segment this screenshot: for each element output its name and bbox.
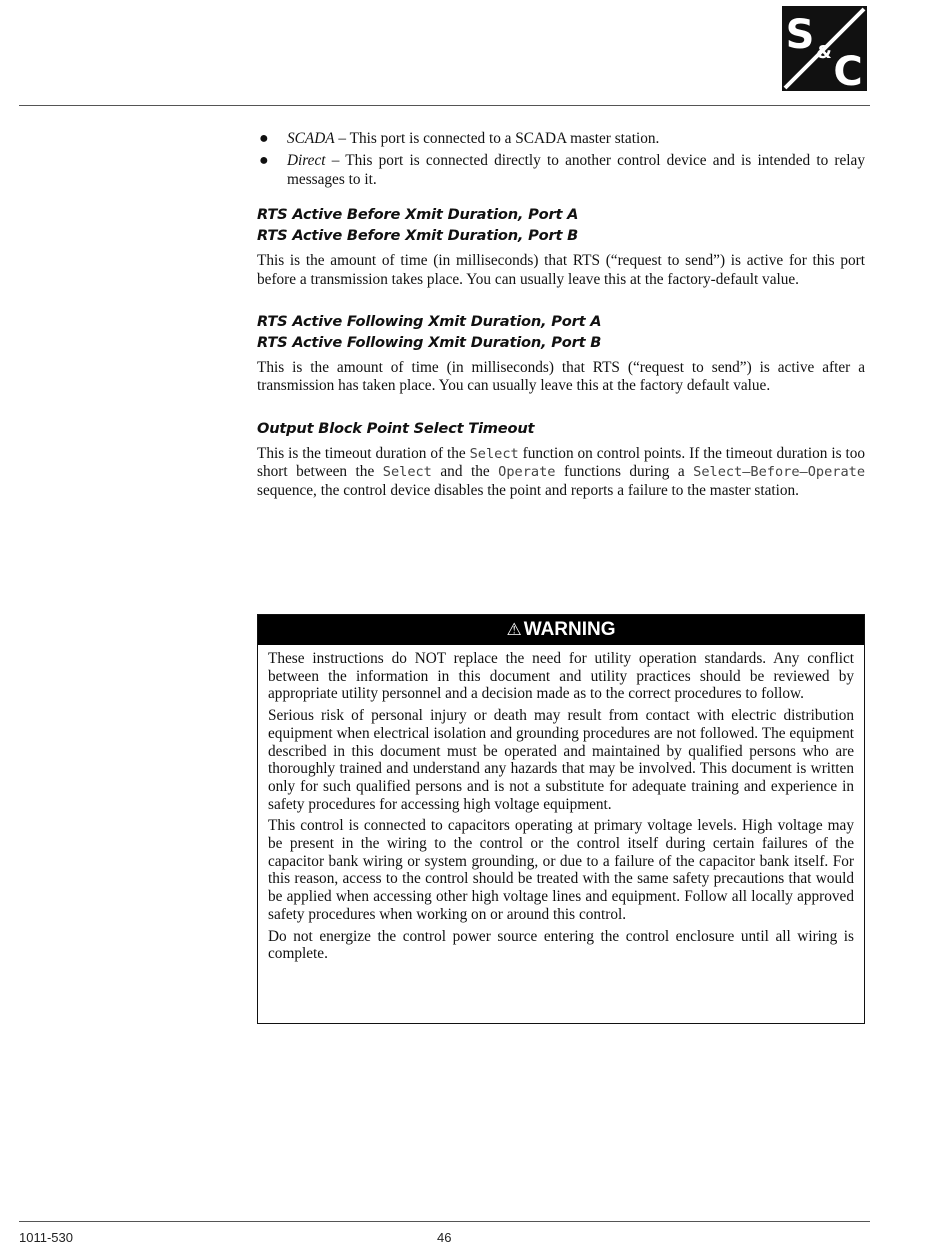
section-body: This is the amount of time (in milliseconds) that RTS (“request to send”) is active for this port before a transmission takes place. You can usually leave this at the factory-default value. xyxy=(257,252,865,288)
body-text: and the xyxy=(431,463,499,481)
list-item xyxy=(257,130,865,148)
warning-box xyxy=(257,614,865,1024)
code-term: Select–Before–Operate xyxy=(693,464,866,481)
code-term: Select xyxy=(382,464,432,481)
header-rule xyxy=(19,105,870,106)
section-heading: RTS Active Before Xmit Duration, Port A xyxy=(257,206,579,224)
warning-body xyxy=(258,645,864,963)
bullet-text: – This port is connected to a SCADA master station. xyxy=(334,130,660,147)
body-text: functions during a xyxy=(555,463,694,481)
warning-paragraph: Do not energize the control power source entering the control enclosure until all wiring is complete. xyxy=(268,927,854,963)
body-text: sequence, the control device disables the point and reports a failure to the master station. xyxy=(257,481,800,499)
bullet-text: – This port is connected directly to another control device and is intended to relay messages to it. xyxy=(287,152,865,188)
page-number: 46 xyxy=(437,1230,452,1245)
warning-header xyxy=(258,615,864,645)
section-body: This is the amount of time (in milliseconds) that RTS (“request to send”) is active after a transmission has taken place. You can usually leave this at the factory default value. xyxy=(257,359,865,395)
list-item xyxy=(257,152,865,189)
footer-rule xyxy=(19,1221,870,1222)
svg-text:&: & xyxy=(816,42,832,63)
warning-triangle-icon: ⚠ xyxy=(506,620,522,640)
port-type-list xyxy=(257,130,865,189)
main-content xyxy=(257,130,865,500)
bullet-icon: ● xyxy=(259,152,269,170)
warning-paragraph: This control is connected to capacitors operating at primary voltage levels. High voltage may be present in the wiring to the control or the control itself during certain failures of the capacitor bank wiring or system grounding, or due to a failure of the capacitor bank itself. For this reason, access to the control should be treated with the same safety precautions that would be applied when accessing other high voltage lines and equipment. Follow all locally approved safety procedures when working on or around this control. xyxy=(268,817,854,923)
code-term: Operate xyxy=(498,464,556,481)
svg-text:C: C xyxy=(833,49,863,91)
section-heading: Output Block Point Select Timeout xyxy=(257,419,535,437)
warning-paragraph: These instructions do NOT replace the need for utility operation standards. Any conflict between the information in this document and utility practices should be reviewed by appropriate utility personnel and a decision made as to the correct procedures to follow. xyxy=(268,650,854,703)
bullet-term: SCADA xyxy=(287,130,335,147)
document-number: 1011-530 xyxy=(19,1230,73,1245)
section-heading: RTS Active Following Xmit Duration, Port B xyxy=(257,334,602,352)
section-heading: RTS Active Following Xmit Duration, Port A xyxy=(257,313,602,331)
body-text: This is the timeout duration of the xyxy=(257,444,470,462)
code-term: Select xyxy=(469,445,519,462)
bullet-term: Direct xyxy=(287,152,326,170)
bullet-icon: ● xyxy=(259,130,269,147)
body-text: function on control points. If the timeout duration is too short between the xyxy=(257,444,865,481)
company-logo xyxy=(782,6,867,91)
svg-text:S: S xyxy=(785,12,815,58)
section-heading: RTS Active Before Xmit Duration, Port B xyxy=(257,227,579,245)
warning-title: WARNING xyxy=(523,619,616,640)
section-body xyxy=(257,445,865,500)
warning-paragraph: Serious risk of personal injury or death may result from contact with electric distribution equipment when electrical isolation and grounding procedures are not followed. The equipment described in this document must be operated and maintained by qualified persons who are thoroughly trained and understand any hazards that may be involved. This document is written only for such qualified persons and is not a substitute for adequate training and experience in safety procedures for accessing high voltage equipment. xyxy=(268,707,854,813)
